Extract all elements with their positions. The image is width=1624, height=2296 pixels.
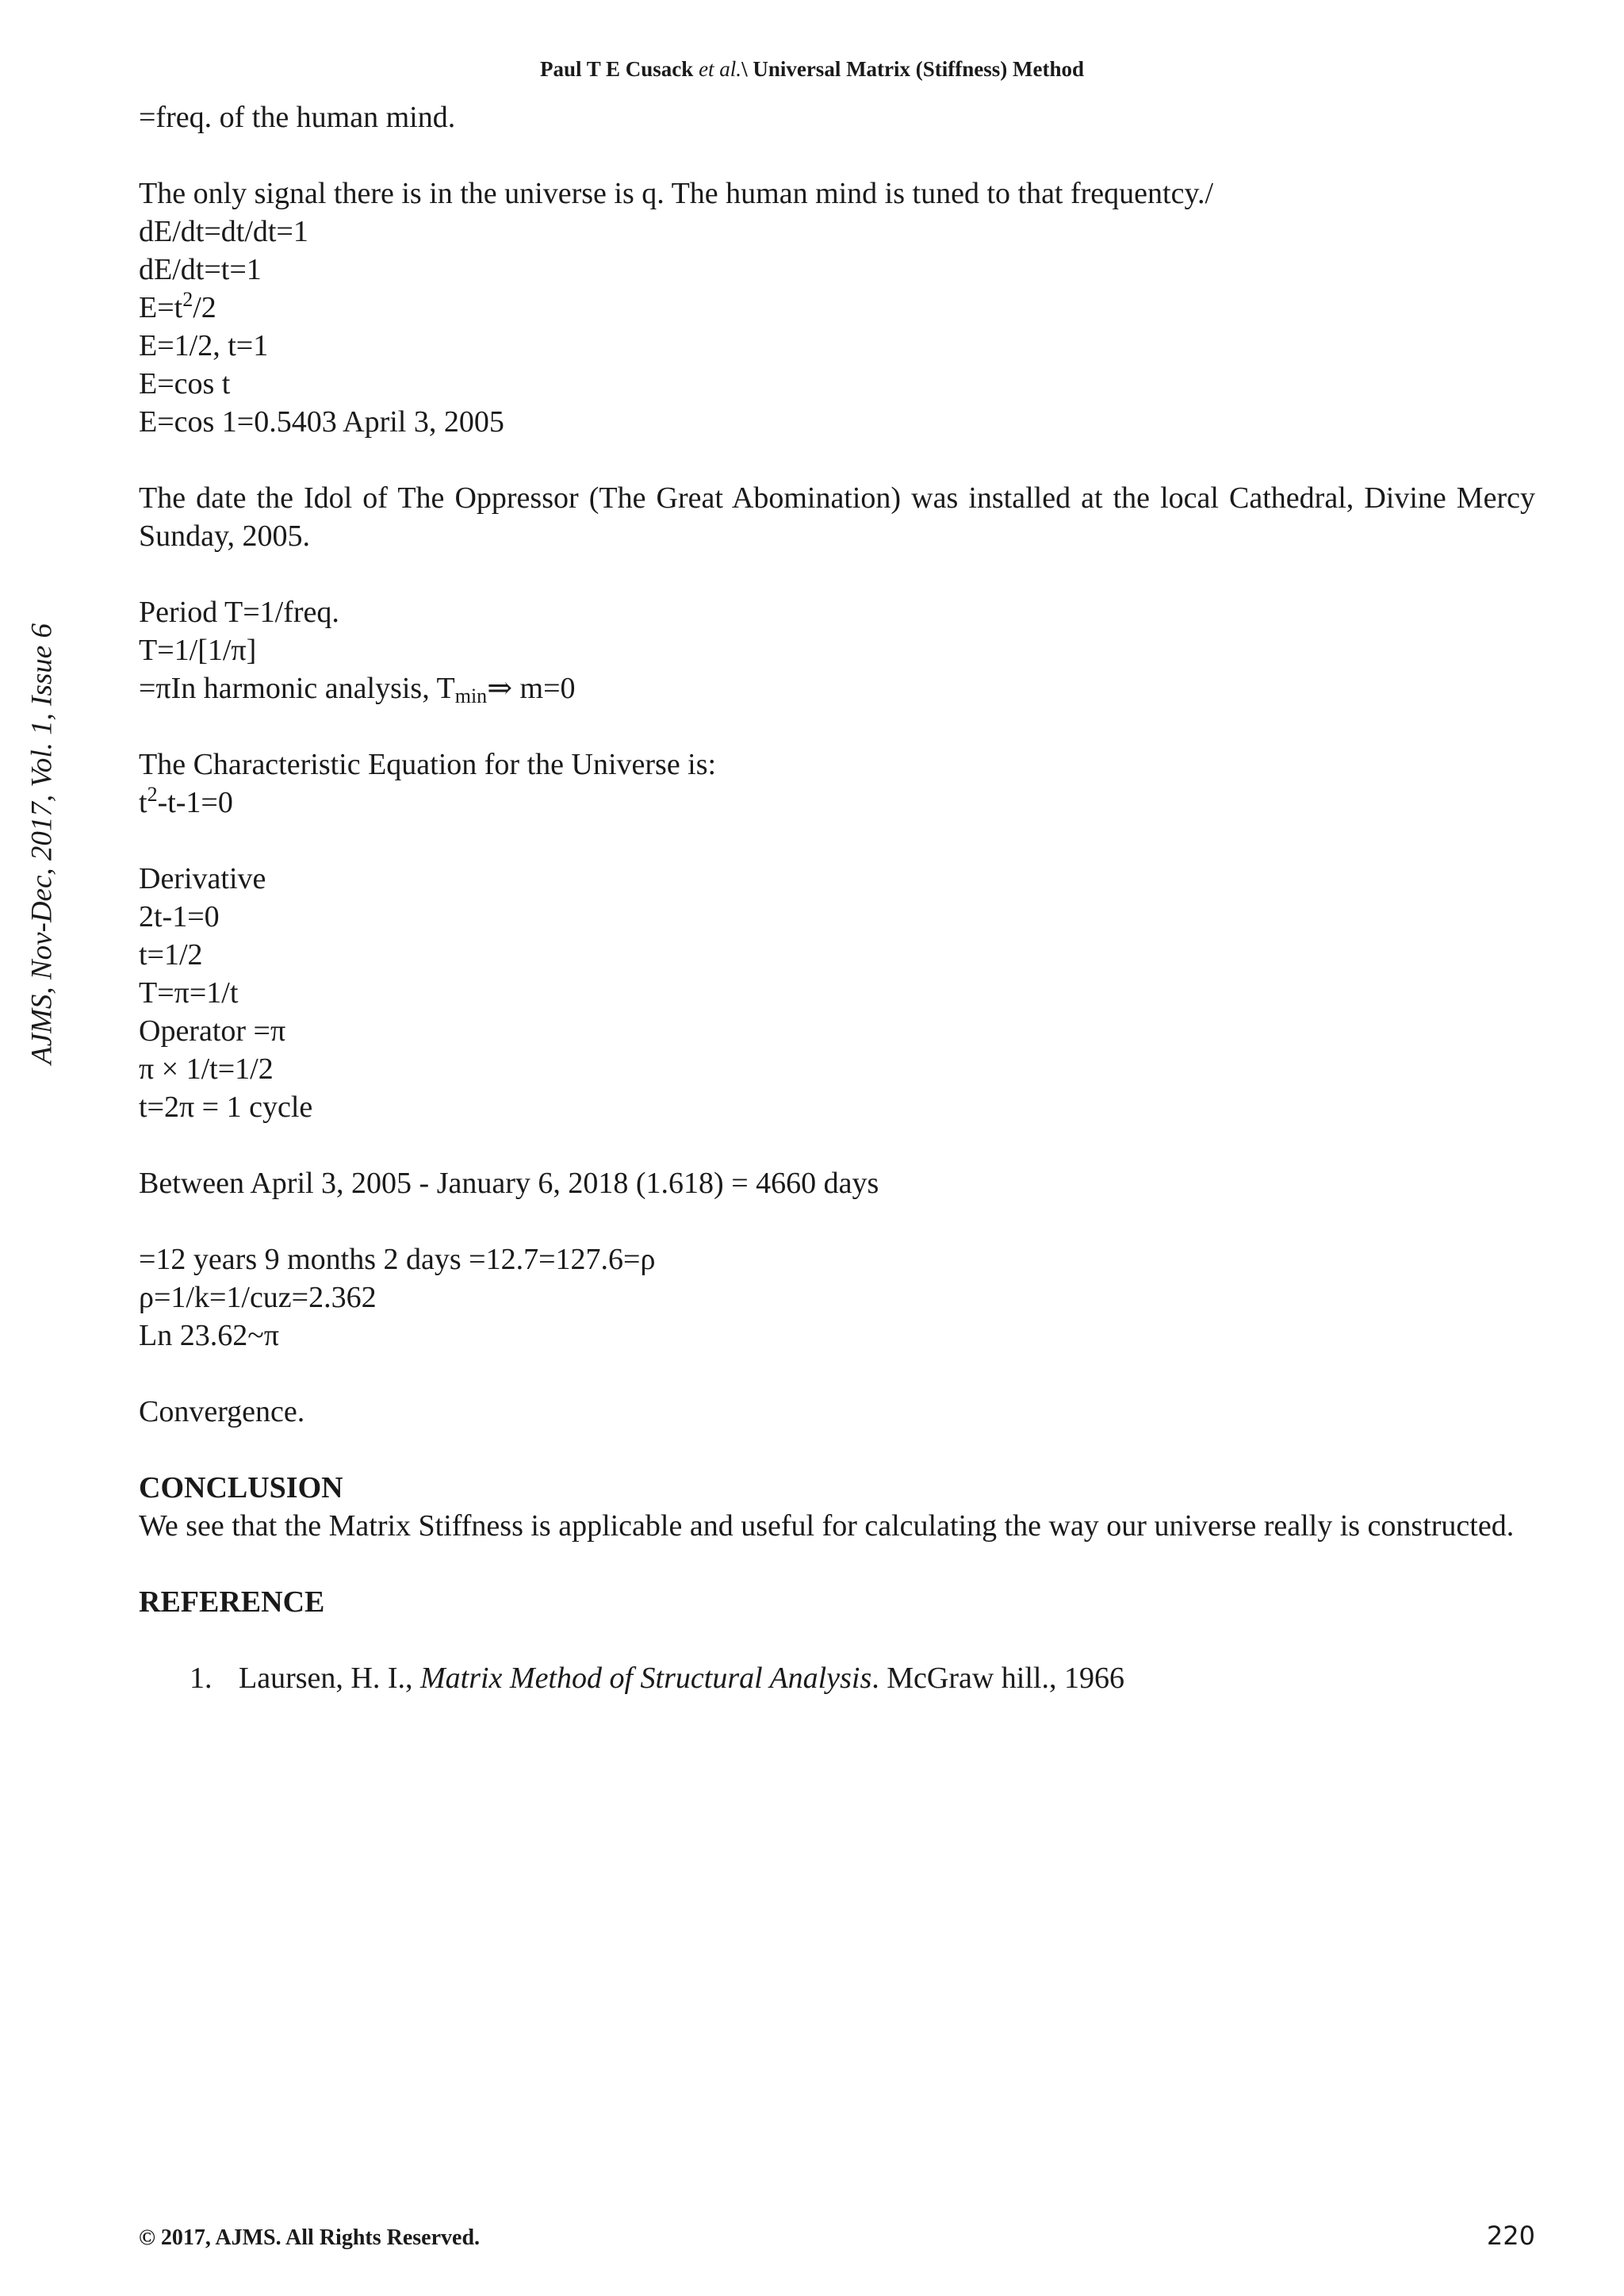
paragraph-derivative — [139, 860, 1535, 1126]
equation-line: Period T=1/freq. — [139, 596, 339, 629]
subscript: min — [454, 684, 488, 707]
text-line: The only signal there is in the universe is q. The human mind is tuned to that frequentcy./ — [139, 177, 1214, 210]
text-line: Between April 3, 2005 - January 6, 2018 (1.618) = 4660 days — [139, 1167, 879, 1200]
equation-line: E=1/2, t=1 — [139, 329, 269, 362]
equation-line: t=1/2 — [139, 938, 203, 972]
reference-heading: REFERENCE — [139, 1585, 325, 1619]
reference-title: Matrix Method of Structural Analysis — [419, 1662, 872, 1695]
equation-line: 2t-1=0 — [139, 900, 220, 933]
equation-part: t — [139, 786, 147, 819]
equation-line: E=cos t — [139, 367, 231, 401]
running-head — [0, 57, 1624, 82]
reference-list — [139, 1659, 1535, 1697]
paragraph-signal-derivation — [139, 174, 1535, 441]
equation-line: =12 years 9 months 2 days =12.7=127.6=ρ — [139, 1243, 656, 1276]
equation-part: /2 — [193, 291, 216, 324]
equation-part: E=t — [139, 291, 183, 324]
superscript: 2 — [182, 288, 193, 311]
equation-line — [139, 289, 1535, 327]
equation-line: Ln 23.62~π — [139, 1319, 279, 1352]
equation-line: T=1/[1/π] — [139, 634, 257, 667]
equation-part: ⇒ m=0 — [487, 672, 576, 705]
reference-number: 1. — [190, 1662, 213, 1695]
equation-line: E=cos 1=0.5403 April 3, 2005 — [139, 405, 504, 439]
equation-line — [139, 669, 1535, 707]
reference-publisher: . McGraw hill., 1966 — [871, 1662, 1124, 1695]
side-journal-citation: AJMS, Nov-Dec, 2017, Vol. 1, Issue 6 — [25, 623, 59, 1064]
main-content — [139, 98, 1535, 1697]
equation-line: ρ=1/k=1/cuz=2.362 — [139, 1281, 377, 1314]
equation-line: π × 1/t=1/2 — [139, 1052, 274, 1086]
equation-line — [139, 784, 1535, 822]
text-line: Convergence. — [139, 1395, 305, 1428]
conclusion-heading: CONCLUSION — [139, 1471, 343, 1504]
paragraph-freq — [139, 98, 1535, 136]
page-number: 220 — [1486, 2221, 1535, 2251]
header-separator: \ — [741, 57, 748, 81]
text-line: Derivative — [139, 862, 266, 895]
paragraph-years — [139, 1240, 1535, 1355]
text-line: The Characteristic Equation for the Universe is: — [139, 748, 717, 781]
reference-authors: Laursen, H. I., — [239, 1662, 420, 1695]
equation-line: dE/dt=dt/dt=1 — [139, 215, 308, 248]
superscript: 2 — [147, 783, 158, 806]
reference-item — [139, 1659, 1535, 1697]
reference-section — [139, 1583, 1535, 1697]
text-line: =freq. of the human mind. — [139, 101, 456, 134]
equation-line: t=2π = 1 cycle — [139, 1091, 313, 1124]
footer-copyright: © 2017, AJMS. All Rights Reserved. — [139, 2225, 481, 2250]
equation-line: dE/dt=t=1 — [139, 253, 262, 286]
equation-part: -t-1=0 — [157, 786, 233, 819]
conclusion-text: We see that the Matrix Stiffness is applicable and useful for calculating the way our universe really is constructed. — [139, 1509, 1515, 1543]
header-short-title: Universal Matrix (Stiffness) Method — [753, 57, 1085, 81]
header-etal: et al. — [699, 57, 742, 81]
paragraph-characteristic-equation — [139, 746, 1535, 822]
equation-line: Operator =π — [139, 1014, 286, 1048]
conclusion-section — [139, 1469, 1535, 1545]
paragraph-period — [139, 593, 1535, 707]
paragraph-idol-date: The date the Idol of The Oppressor (The Great Abomination) was installed at the local Cathedral, Divine Mercy Sunday, 2005. — [139, 481, 1535, 553]
equation-line: T=π=1/t — [139, 976, 239, 1010]
paragraph-between-dates — [139, 1164, 1535, 1202]
paragraph-convergence — [139, 1393, 1535, 1431]
header-author: Paul T E Cusack — [539, 57, 694, 81]
equation-part: =πIn harmonic analysis, T — [139, 672, 455, 705]
